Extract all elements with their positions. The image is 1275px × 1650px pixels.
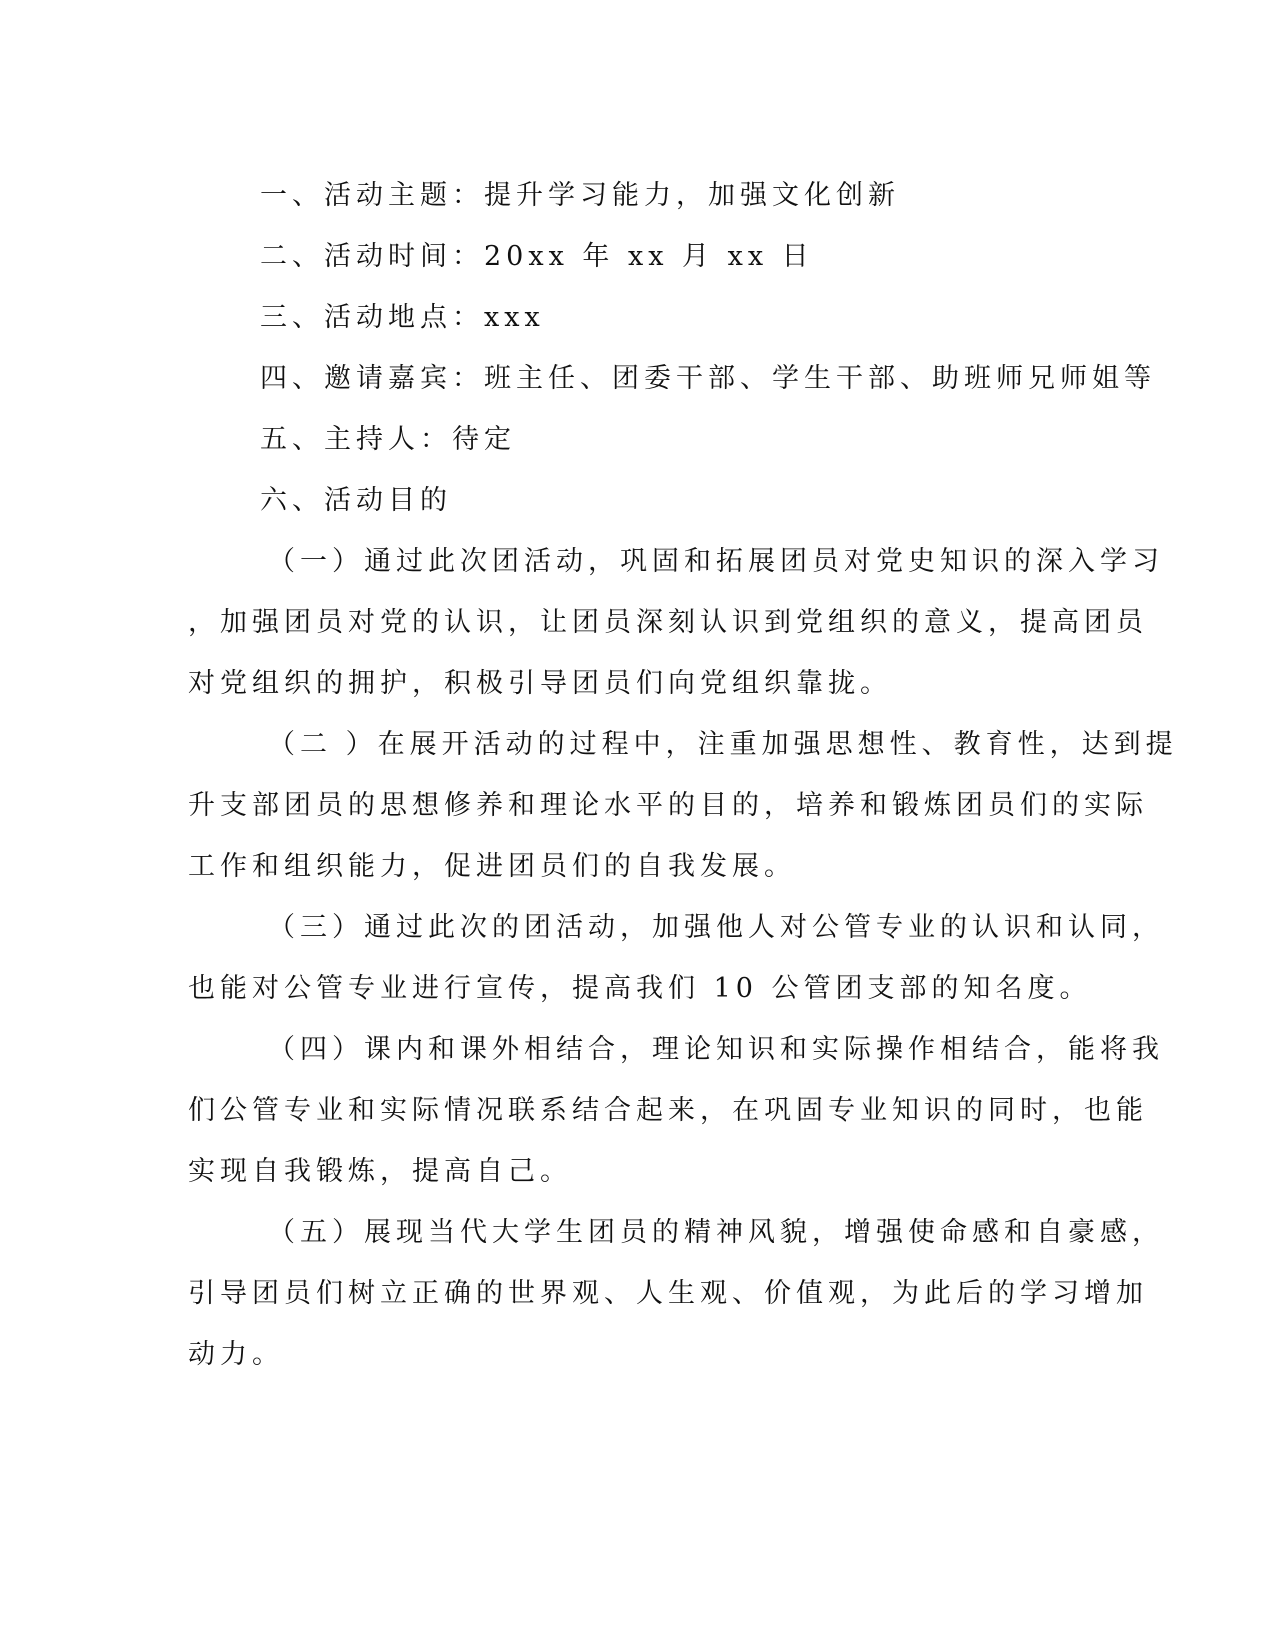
list-text: 邀请嘉宾：班主任、团委干部、学生干部、助班师兄师姐等 xyxy=(324,363,1156,394)
paragraph-3 xyxy=(188,897,1164,1019)
document-body xyxy=(188,165,1178,1385)
paragraph-line: 工作和组织能力，促进团员们的自我发展。 xyxy=(188,851,796,882)
list-number: 五、 xyxy=(260,424,324,455)
list-item-theme xyxy=(188,165,1088,226)
list-number: 四、 xyxy=(260,363,324,394)
paragraph-line: 也能对公管专业进行宣传，提高我们 10 公管团支部的知名度。 xyxy=(188,973,1092,1004)
paragraph-line: ，加强团员对党的认识，让团员深刻认识到党组织的意义，提高团员 xyxy=(188,607,1148,638)
list-number: 三、 xyxy=(260,302,324,333)
paragraph-line: 们公管专业和实际情况联系结合起来，在巩固专业知识的同时，也能 xyxy=(188,1095,1148,1126)
list-item-host xyxy=(188,409,1088,470)
paragraph-line: （四）课内和课外相结合，理论知识和实际操作相结合，能将我 xyxy=(268,1034,1164,1065)
paragraph-line: 对党组织的拥护，积极引导团员们向党组织靠拢。 xyxy=(188,668,892,699)
list-item-location xyxy=(188,287,1088,348)
paragraph-line: （二 ）在展开活动的过程中，注重加强思想性、教育性，达到提 xyxy=(268,729,1178,760)
list-text: 活动地点：xxx xyxy=(324,302,545,333)
list-number: 二、 xyxy=(260,241,324,272)
list-item-guests xyxy=(188,348,1156,409)
paragraph-line: 实现自我锻炼，提高自己。 xyxy=(188,1156,572,1187)
paragraph-line: 动力。 xyxy=(188,1339,284,1370)
paragraph-2 xyxy=(188,714,1178,897)
list-text: 活动时间：20xx 年 xx 月 xx 日 xyxy=(324,241,814,272)
paragraph-5 xyxy=(188,1202,1164,1385)
list-text: 活动目的 xyxy=(324,485,452,516)
list-text: 主持人：待定 xyxy=(324,424,516,455)
paragraph-1 xyxy=(188,531,1164,714)
paragraph-line: （三）通过此次的团活动，加强他人对公管专业的认识和认同， xyxy=(268,912,1164,943)
list-number: 一、 xyxy=(260,180,324,211)
list-item-purpose xyxy=(188,470,1088,531)
list-item-time xyxy=(188,226,1088,287)
paragraph-line: （一）通过此次团活动，巩固和拓展团员对党史知识的深入学习 xyxy=(268,546,1164,577)
paragraph-line: 升支部团员的思想修养和理论水平的目的，培养和锻炼团员们的实际 xyxy=(188,790,1148,821)
paragraph-4 xyxy=(188,1019,1164,1202)
list-number: 六、 xyxy=(260,485,324,516)
list-text: 活动主题：提升学习能力，加强文化创新 xyxy=(324,180,900,211)
paragraph-line: 引导团员们树立正确的世界观、人生观、价值观，为此后的学习增加 xyxy=(188,1278,1148,1309)
paragraph-line: （五）展现当代大学生团员的精神风貌，增强使命感和自豪感， xyxy=(268,1217,1164,1248)
